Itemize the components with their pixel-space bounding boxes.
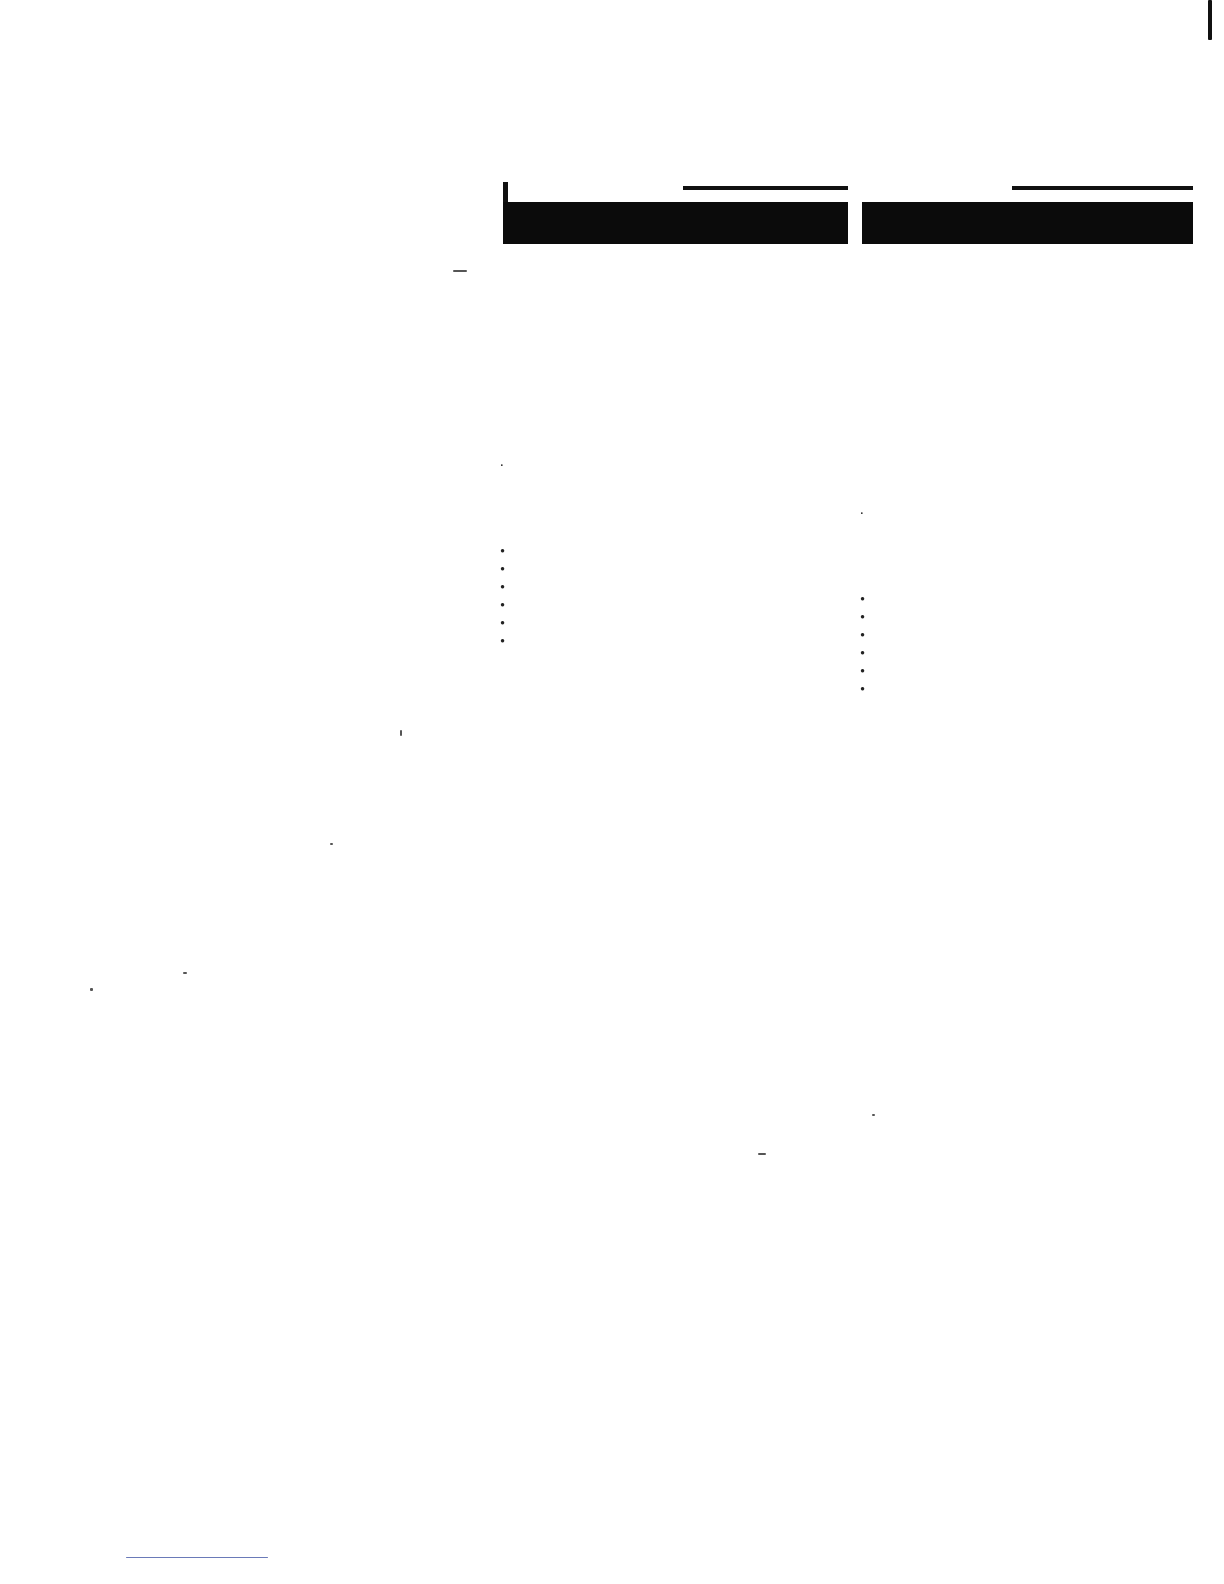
cassette-text: . <box>500 454 504 470</box>
scan-speck <box>758 1153 766 1155</box>
function-list <box>500 543 835 579</box>
list-item <box>860 663 1195 681</box>
section-banner <box>862 202 1193 244</box>
list-item <box>500 561 835 579</box>
function-list <box>860 627 1195 699</box>
list-item <box>500 615 835 633</box>
scan-speck <box>872 1114 875 1116</box>
right-header <box>862 180 1193 244</box>
list-item <box>500 597 835 615</box>
functions-block <box>500 543 835 651</box>
list-item <box>500 543 835 561</box>
section-rule <box>683 186 848 190</box>
functions-block <box>860 591 1195 699</box>
function-list <box>500 579 835 651</box>
list-item <box>860 681 1195 699</box>
left-header <box>503 180 848 244</box>
list-item <box>860 627 1195 645</box>
scan-speck <box>400 730 402 736</box>
section-banner <box>503 202 848 244</box>
list-item <box>500 579 835 597</box>
cassette-text: . <box>860 502 864 518</box>
list-item <box>500 633 835 651</box>
scan-edge-mark <box>1208 0 1212 40</box>
section-rule <box>1012 186 1193 190</box>
scan-speck <box>330 843 333 845</box>
list-item <box>860 609 1195 627</box>
function-list <box>860 591 1195 627</box>
scan-underline <box>126 1557 268 1558</box>
list-item <box>860 591 1195 609</box>
scan-speck <box>90 988 93 991</box>
scan-speck <box>183 972 187 974</box>
list-item <box>860 645 1195 663</box>
scan-speck <box>453 270 467 272</box>
